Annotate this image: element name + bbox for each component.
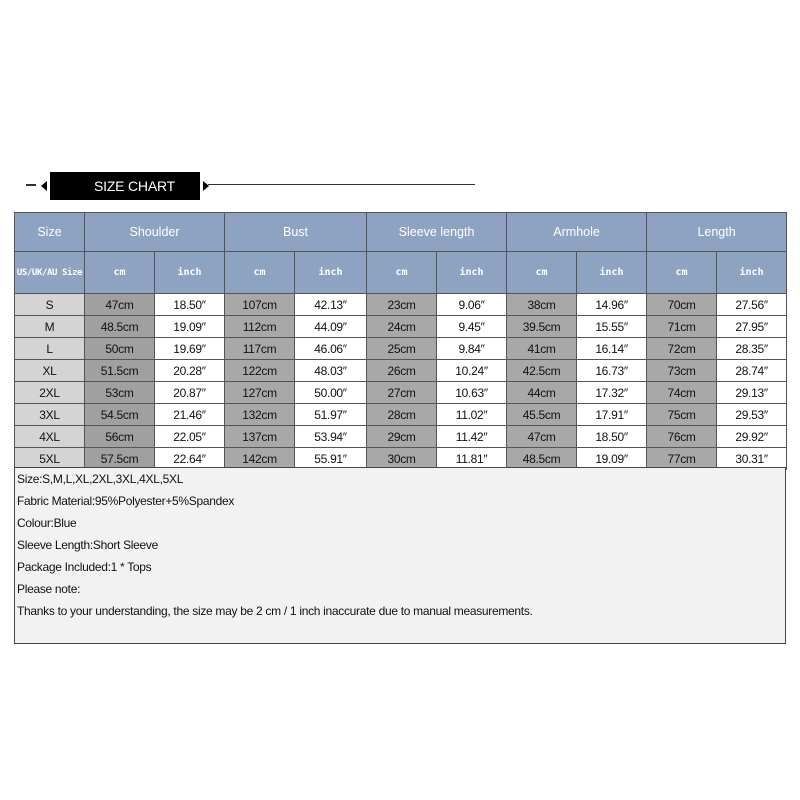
cm-value-cell: 137cm	[225, 426, 295, 448]
badge-left-arrow	[41, 181, 47, 191]
unit-inch-header: inch	[155, 252, 225, 294]
unit-inch-header: inch	[295, 252, 367, 294]
unit-inch-header: inch	[717, 252, 787, 294]
cm-value-cell: 122cm	[225, 360, 295, 382]
table-unit-header-row	[15, 252, 787, 294]
inch-value-cell: 9.06″	[437, 294, 507, 316]
note-fabric-material: Fabric Material:95%Polyester+5%Spandex	[17, 494, 235, 508]
cm-value-cell: 112cm	[225, 316, 295, 338]
cm-value-cell: 127cm	[225, 382, 295, 404]
inch-value-cell: 20.87″	[155, 382, 225, 404]
col-size-header: Size	[15, 213, 85, 252]
inch-value-cell: 55.91″	[295, 448, 367, 470]
inch-value-cell: 28.74″	[717, 360, 787, 382]
cm-value-cell: 74cm	[647, 382, 717, 404]
inch-value-cell: 11.81″	[437, 448, 507, 470]
table-row	[15, 360, 787, 382]
inch-value-cell: 19.09″	[155, 316, 225, 338]
inch-value-cell: 53.94″	[295, 426, 367, 448]
inch-value-cell: 27.56″	[717, 294, 787, 316]
col-shoulder-header: Shoulder	[85, 213, 225, 252]
cm-value-cell: 132cm	[225, 404, 295, 426]
cm-value-cell: 73cm	[647, 360, 717, 382]
size-chart-body	[15, 294, 787, 470]
inch-value-cell: 22.05″	[155, 426, 225, 448]
inch-value-cell: 15.55″	[577, 316, 647, 338]
unit-inch-header: inch	[577, 252, 647, 294]
inch-value-cell: 29.92″	[717, 426, 787, 448]
cm-value-cell: 30cm	[367, 448, 437, 470]
table-row	[15, 338, 787, 360]
cm-value-cell: 28cm	[367, 404, 437, 426]
cm-value-cell: 48.5cm	[507, 448, 577, 470]
cm-value-cell: 24cm	[367, 316, 437, 338]
unit-cm-header: cm	[225, 252, 295, 294]
cm-value-cell: 50cm	[85, 338, 155, 360]
size-chart-title: SIZE CHART	[94, 178, 175, 194]
inch-value-cell: 17.32″	[577, 382, 647, 404]
size-chart-title-badge	[50, 172, 200, 200]
note-sizes: Size:S,M,L,XL,2XL,3XL,4XL,5XL	[17, 472, 184, 486]
cm-value-cell: 71cm	[647, 316, 717, 338]
inch-value-cell: 30.31″	[717, 448, 787, 470]
unit-inch-header: inch	[437, 252, 507, 294]
cm-value-cell: 107cm	[225, 294, 295, 316]
size-label-cell: S	[15, 294, 85, 316]
cm-value-cell: 38cm	[507, 294, 577, 316]
size-label-cell: XL	[15, 360, 85, 382]
col-length-header: Length	[647, 213, 787, 252]
inch-value-cell: 9.84″	[437, 338, 507, 360]
header-divider-line	[208, 184, 475, 185]
unit-cm-header: cm	[367, 252, 437, 294]
inch-value-cell: 28.35″	[717, 338, 787, 360]
inch-value-cell: 51.97″	[295, 404, 367, 426]
cm-value-cell: 51.5cm	[85, 360, 155, 382]
inch-value-cell: 10.24″	[437, 360, 507, 382]
table-row	[15, 294, 787, 316]
cm-value-cell: 72cm	[647, 338, 717, 360]
col-armhole-header: Armhole	[507, 213, 647, 252]
cm-value-cell: 39.5cm	[507, 316, 577, 338]
inch-value-cell: 44.09″	[295, 316, 367, 338]
inch-value-cell: 46.06″	[295, 338, 367, 360]
size-label-cell: 5XL	[15, 448, 85, 470]
size-label-cell: L	[15, 338, 85, 360]
header-left-dash	[26, 184, 36, 186]
table-row	[15, 426, 787, 448]
note-please-note: Please note:	[17, 582, 81, 596]
cm-value-cell: 47cm	[85, 294, 155, 316]
cm-value-cell: 48.5cm	[85, 316, 155, 338]
inch-value-cell: 18.50″	[155, 294, 225, 316]
cm-value-cell: 57.5cm	[85, 448, 155, 470]
size-chart-table	[14, 212, 787, 470]
note-measurement-disclaimer: Thanks to your understanding, the size may be 2 cm / 1 inch inaccurate due to manual measurements.	[17, 604, 533, 618]
cm-value-cell: 25cm	[367, 338, 437, 360]
cm-value-cell: 76cm	[647, 426, 717, 448]
unit-cm-header: cm	[85, 252, 155, 294]
inch-value-cell: 42.13″	[295, 294, 367, 316]
inch-value-cell: 19.69″	[155, 338, 225, 360]
cm-value-cell: 54.5cm	[85, 404, 155, 426]
region-size-header: US/UK/AU Size	[15, 252, 85, 294]
inch-value-cell: 21.46″	[155, 404, 225, 426]
inch-value-cell: 29.53″	[717, 404, 787, 426]
table-row	[15, 404, 787, 426]
table-group-header-row	[15, 213, 787, 252]
inch-value-cell: 16.14″	[577, 338, 647, 360]
cm-value-cell: 26cm	[367, 360, 437, 382]
inch-value-cell: 27.95″	[717, 316, 787, 338]
cm-value-cell: 27cm	[367, 382, 437, 404]
note-colour: Colour:Blue	[17, 516, 77, 530]
inch-value-cell: 22.64″	[155, 448, 225, 470]
table-row	[15, 316, 787, 338]
size-label-cell: M	[15, 316, 85, 338]
inch-value-cell: 48.03″	[295, 360, 367, 382]
cm-value-cell: 117cm	[225, 338, 295, 360]
cm-value-cell: 47cm	[507, 426, 577, 448]
inch-value-cell: 11.42″	[437, 426, 507, 448]
note-sleeve-length: Sleeve Length:Short Sleeve	[17, 538, 158, 552]
cm-value-cell: 77cm	[647, 448, 717, 470]
inch-value-cell: 29.13″	[717, 382, 787, 404]
cm-value-cell: 23cm	[367, 294, 437, 316]
note-package-included: Package Included:1 * Tops	[17, 560, 152, 574]
size-label-cell: 3XL	[15, 404, 85, 426]
cm-value-cell: 45.5cm	[507, 404, 577, 426]
unit-cm-header: cm	[647, 252, 717, 294]
cm-value-cell: 42.5cm	[507, 360, 577, 382]
inch-value-cell: 17.91″	[577, 404, 647, 426]
inch-value-cell: 20.28″	[155, 360, 225, 382]
inch-value-cell: 10.63″	[437, 382, 507, 404]
product-notes-box	[14, 467, 786, 644]
unit-cm-header: cm	[507, 252, 577, 294]
cm-value-cell: 44cm	[507, 382, 577, 404]
cm-value-cell: 41cm	[507, 338, 577, 360]
table-row	[15, 382, 787, 404]
inch-value-cell: 50.00″	[295, 382, 367, 404]
inch-value-cell: 16.73″	[577, 360, 647, 382]
col-sleeve-length-header: Sleeve length	[367, 213, 507, 252]
cm-value-cell: 53cm	[85, 382, 155, 404]
size-label-cell: 4XL	[15, 426, 85, 448]
cm-value-cell: 75cm	[647, 404, 717, 426]
cm-value-cell: 70cm	[647, 294, 717, 316]
inch-value-cell: 18.50″	[577, 426, 647, 448]
inch-value-cell: 14.96″	[577, 294, 647, 316]
cm-value-cell: 142cm	[225, 448, 295, 470]
inch-value-cell: 9.45″	[437, 316, 507, 338]
col-bust-header: Bust	[225, 213, 367, 252]
inch-value-cell: 11.02″	[437, 404, 507, 426]
cm-value-cell: 56cm	[85, 426, 155, 448]
badge-right-arrow	[203, 181, 209, 191]
size-label-cell: 2XL	[15, 382, 85, 404]
cm-value-cell: 29cm	[367, 426, 437, 448]
inch-value-cell: 19.09″	[577, 448, 647, 470]
